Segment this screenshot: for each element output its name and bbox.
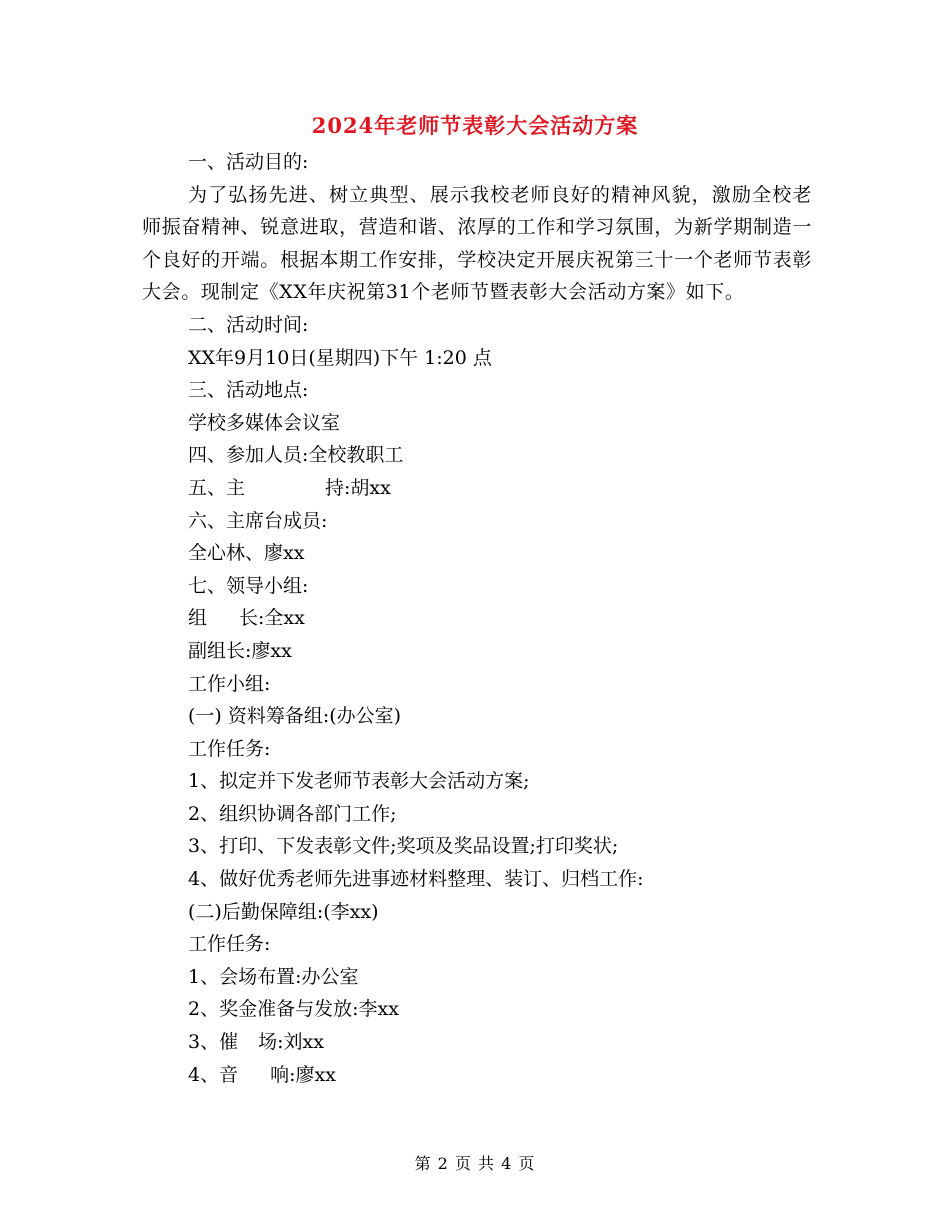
leader-label-a: 组 bbox=[188, 607, 208, 630]
page-footer: 第 2 页 共 4 页 bbox=[414, 1154, 536, 1173]
presidium-heading: 六、主席台成员: bbox=[188, 509, 328, 532]
leaders-heading: 七、领导小组: bbox=[188, 574, 309, 597]
group1-task-4: 4、做好优秀老师先进事迹材料整理、装订、归档工作: bbox=[188, 868, 644, 891]
group1-task-2: 2、组织协调各部门工作; bbox=[188, 802, 397, 825]
group2-task-1: 1、会场布置:办公室 bbox=[188, 965, 359, 988]
group1-task-3: 3、打印、下发表彰文件;奖项及奖品设置;打印奖状; bbox=[188, 835, 619, 858]
group1-heading: (一) 资料筹备组:(办公室) bbox=[188, 705, 402, 728]
group2-task-4 bbox=[142, 1059, 812, 1092]
group1-tasks-heading: 工作任务: bbox=[188, 737, 271, 760]
work-group-heading: 工作小组: bbox=[188, 672, 271, 695]
host-label-a: 五、主 bbox=[188, 476, 246, 499]
group2-task-3-b: 场:刘xx bbox=[258, 1031, 324, 1054]
group2-task-3 bbox=[142, 1026, 812, 1059]
group2-heading: (二)后勤保障组:(李xx) bbox=[188, 900, 379, 923]
presidium-value: 全心林、廖xx bbox=[188, 542, 305, 565]
purpose-heading: 一、活动目的: bbox=[188, 151, 309, 173]
group2-task-3-a: 3、催 bbox=[188, 1031, 239, 1054]
group2-task-4-a: 4、音 bbox=[188, 1063, 239, 1086]
time-heading: 二、活动时间: bbox=[188, 313, 309, 336]
place-value: 学校多媒体会议室 bbox=[188, 411, 341, 434]
deputy-line: 副组长:廖xx bbox=[188, 639, 292, 662]
time-value: XX年9月10日(星期四)下午 1:20 点 bbox=[188, 346, 492, 369]
host-label-b: 持:胡xx bbox=[325, 476, 391, 499]
purpose-paragraph: 为了弘扬先进、树立典型、展示我校老师良好的精神风貌，激励全校老师振奋精神、锐意进取，营造和谐、浓厚的工作和学习氛围，为新学期制造一个良好的开端。根据本期工作安排，学校决定开展庆祝第三十一个老师节表彰大会。现制定《XX年庆祝第31个老师节暨表彰大会活动方案》如下。 bbox=[142, 183, 812, 304]
place-heading: 三、活动地点: bbox=[188, 379, 309, 402]
group2-task-4-b: 响:廖xx bbox=[270, 1063, 336, 1086]
document-body bbox=[142, 146, 812, 1091]
group2-task-2: 2、奖金准备与发放:李xx bbox=[188, 998, 399, 1021]
group1-task-1: 1、拟定并下发老师节表彰大会活动方案; bbox=[188, 770, 530, 793]
leader-label-b: 长:全xx bbox=[239, 607, 305, 630]
host-line bbox=[142, 472, 812, 505]
participants-line: 四、参加人员:全校教职工 bbox=[188, 444, 404, 467]
group2-tasks-heading: 工作任务: bbox=[188, 933, 271, 956]
document-title: 2024年老师节表彰大会活动方案 bbox=[311, 113, 639, 138]
leader-line bbox=[142, 602, 812, 635]
